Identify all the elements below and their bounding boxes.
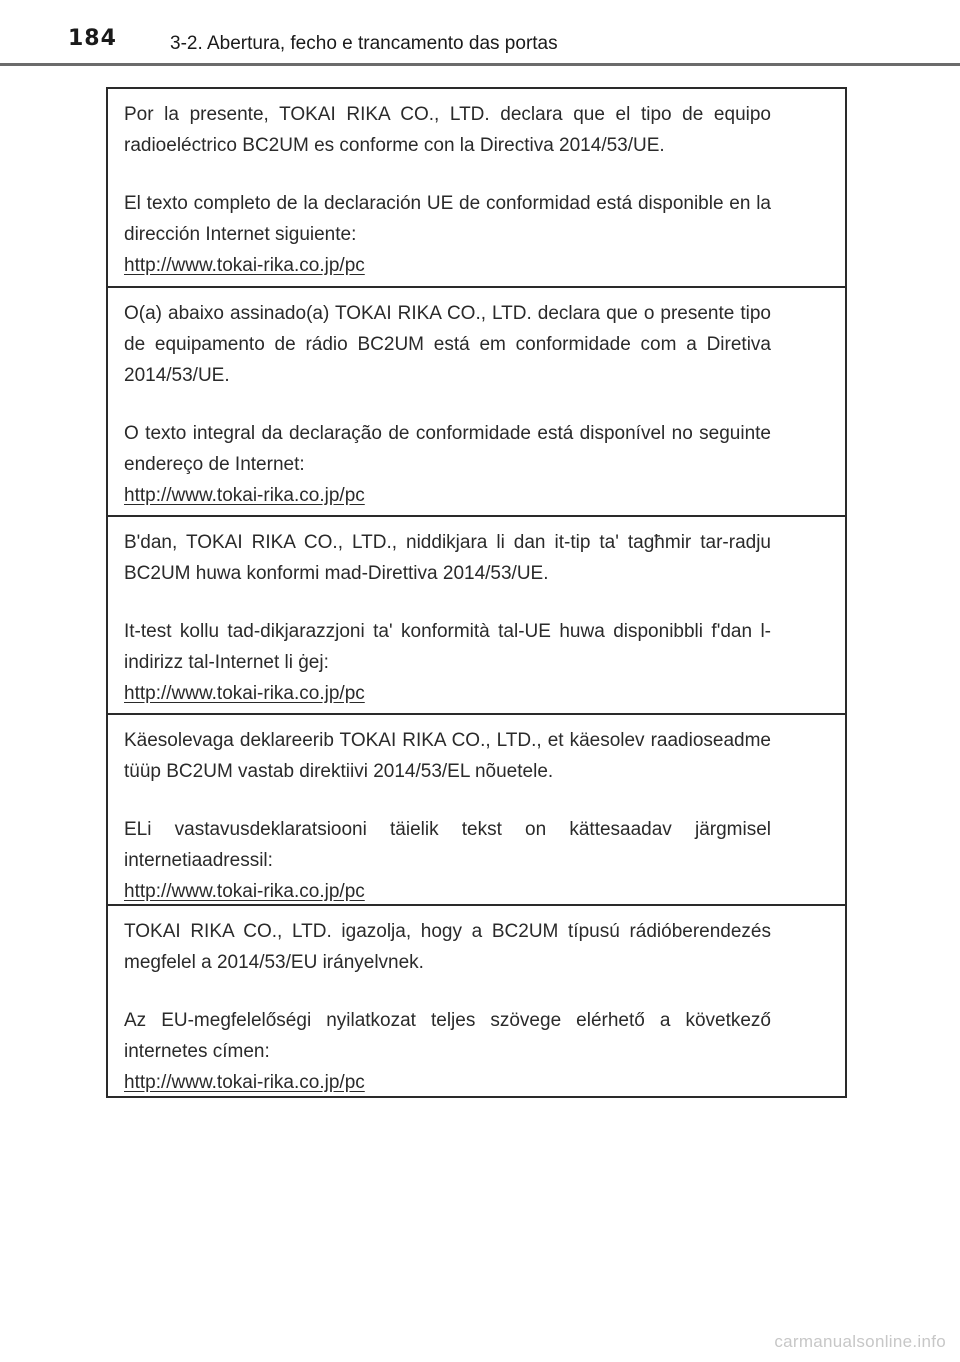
declaration-availability: It-test kollu tad-dikjarazzjoni ta' konformità tal-UE huwa disponibbli f'dan l-indirizz tal-Internet li ġej: [124, 621, 771, 673]
declaration-availability: Az EU-megfelelőségi nyilatkozat teljes szövege elérhető a következő internetes címen: [124, 1010, 771, 1062]
declaration-box-maltese [108, 517, 845, 715]
declaration-statement: Käesolevaga deklareerib TOKAI RIKA CO., LTD., et käesolev raadioseadme tüüp BC2UM vastab direktiivi 2014/53/EL nõuetele. [124, 730, 771, 782]
header-divider [0, 63, 960, 66]
declaration-box-hungarian [108, 906, 845, 1096]
section-title: 3-2. Abertura, fecho e trancamento das portas [170, 33, 558, 54]
page-number: 184 [68, 26, 117, 51]
declaration-statement: O(a) abaixo assinado(a) TOKAI RIKA CO., LTD. declara que o presente tipo de equipamento de rádio BC2UM está em conformidade com a Diretiva 2014/53/UE. [124, 303, 771, 386]
declaration-url-link[interactable]: http://www.tokai-rika.co.jp/pc [124, 485, 365, 506]
declaration-box-spanish [108, 89, 845, 288]
declaration-box-portuguese [108, 288, 845, 517]
declaration-url-link[interactable]: http://www.tokai-rika.co.jp/pc [124, 255, 365, 276]
declaration-statement: TOKAI RIKA CO., LTD. igazolja, hogy a BC2UM típusú rádióberendezés megfelel a 2014/53/EU irányelvnek. [124, 921, 771, 973]
declaration-statement: Por la presente, TOKAI RIKA CO., LTD. declara que el tipo de equipo radioeléctrico BC2UM es conforme con la Directiva 2014/53/UE. [124, 104, 771, 156]
declaration-availability: ELi vastavusdeklaratsiooni täielik tekst on kättesaadav järgmisel internetiaadressil: [124, 819, 771, 871]
declaration-url-link[interactable]: http://www.tokai-rika.co.jp/pc [124, 683, 365, 704]
declaration-url-link[interactable]: http://www.tokai-rika.co.jp/pc [124, 1072, 365, 1093]
declaration-availability: O texto integral da declaração de conformidade está disponível no seguinte endereço de Internet: [124, 423, 771, 475]
declaration-box-estonian [108, 715, 845, 906]
watermark-logo: carmanualsonline.info [774, 1332, 946, 1351]
page-header [0, 0, 960, 66]
declaration-availability: El texto completo de la declaración UE de conformidad está disponible en la dirección Internet siguiente: [124, 193, 771, 245]
declaration-url-link[interactable]: http://www.tokai-rika.co.jp/pc [124, 881, 365, 902]
declaration-statement: B'dan, TOKAI RIKA CO., LTD., niddikjara li dan it-tip ta' tagħmir tar-radju BC2UM huwa konformi mad-Direttiva 2014/53/UE. [124, 532, 771, 584]
declaration-table [106, 87, 847, 1098]
